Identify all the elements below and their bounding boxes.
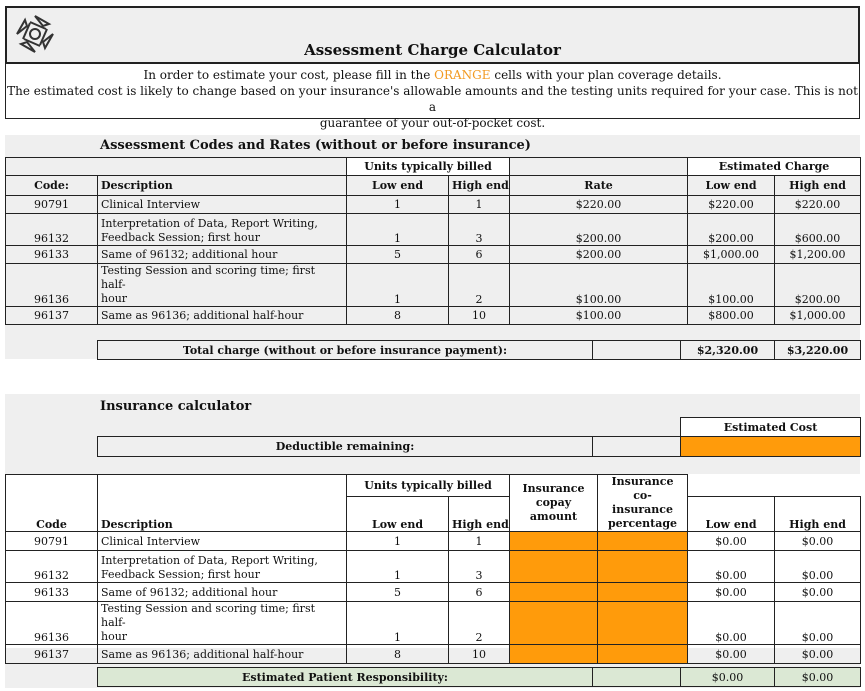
ins-row-high: 6 — [449, 583, 510, 602]
intro-line-3: guarantee of your out-of-pocket cost. — [319, 116, 546, 130]
copay-input[interactable] — [510, 602, 598, 645]
row-rate: $200.00 — [510, 246, 688, 264]
row-charge-high: $600.00 — [775, 214, 861, 246]
row-low: 8 — [347, 307, 449, 325]
row-rate: $100.00 — [510, 307, 688, 325]
row-charge-high: $200.00 — [775, 264, 861, 307]
row-code: 96133 — [6, 246, 98, 264]
row-charge-high: $1,200.00 — [775, 246, 861, 264]
rates-section-title: Assessment Codes and Rates (without or before insurance) — [100, 138, 531, 153]
hdr-high-end: High end — [449, 176, 510, 196]
row-description: Same of 96132; additional hour — [98, 246, 347, 264]
hdr-blank-code — [6, 158, 98, 176]
ins-hdr-copay-line: copay amount — [529, 496, 578, 523]
table-row — [6, 645, 861, 664]
table-row — [6, 307, 861, 325]
table-row — [6, 602, 861, 645]
row-rate: $200.00 — [510, 214, 688, 246]
ins-hdr-copay — [510, 475, 598, 532]
row-description — [98, 264, 347, 307]
ins-row-cost-low: $0.00 — [688, 583, 775, 602]
copay-input[interactable] — [510, 583, 598, 602]
orange-highlight-text: ORANGE — [434, 68, 491, 82]
ins-hdr-code: Code — [6, 497, 98, 532]
ins-row-cost-high: $0.00 — [775, 583, 861, 602]
table-row — [6, 264, 861, 307]
ins-row-high: 2 — [449, 602, 510, 645]
ins-hdr-blank-desc — [98, 475, 347, 497]
ins-row-cost-low: $0.00 — [688, 645, 775, 664]
table-row — [6, 532, 861, 551]
ins-hdr-coinsurance-line: Insurance co- — [611, 475, 674, 502]
row-charge-low: $800.00 — [688, 307, 775, 325]
ins-row-description-line: hour — [101, 630, 128, 643]
table-row — [6, 246, 861, 264]
ins-row-cost-low: $0.00 — [688, 602, 775, 645]
ins-row-high: 3 — [449, 551, 510, 583]
total-charge-blank — [593, 341, 681, 360]
coinsurance-input[interactable] — [598, 551, 688, 583]
ins-hdr-description: Description — [98, 497, 347, 532]
row-charge-high: $220.00 — [775, 196, 861, 214]
ins-row-code: 96133 — [6, 583, 98, 602]
ins-row-code: 96137 — [6, 645, 98, 664]
row-charge-low: $220.00 — [688, 196, 775, 214]
row-code: 96136 — [6, 264, 98, 307]
hdr-rate: Rate — [510, 176, 688, 196]
hdr-charge-high: High end — [775, 176, 861, 196]
ins-row-cost-high: $0.00 — [775, 645, 861, 664]
row-charge-low: $200.00 — [688, 214, 775, 246]
row-description: Same as 96136; additional half-hour — [98, 307, 347, 325]
patient-responsibility-high: $0.00 — [775, 668, 861, 687]
hdr-low-end: Low end — [347, 176, 449, 196]
total-charge-high: $3,220.00 — [775, 341, 861, 360]
copay-input[interactable] — [510, 645, 598, 664]
ins-hdr-high-end: High end — [449, 497, 510, 532]
ins-row-code: 96132 — [6, 551, 98, 583]
ins-row-cost-low: $0.00 — [688, 532, 775, 551]
ins-hdr-coinsurance — [598, 475, 688, 532]
row-high: 1 — [449, 196, 510, 214]
row-high: 2 — [449, 264, 510, 307]
ins-row-low: 1 — [347, 602, 449, 645]
deductible-input[interactable] — [681, 437, 861, 457]
row-high: 10 — [449, 307, 510, 325]
ins-row-high: 1 — [449, 532, 510, 551]
ins-row-description: Same of 96132; additional hour — [98, 583, 347, 602]
calculator-header — [5, 6, 860, 64]
coinsurance-input[interactable] — [598, 583, 688, 602]
ins-row-description — [98, 551, 347, 583]
row-charge-low: $100.00 — [688, 264, 775, 307]
row-description: Clinical Interview — [98, 196, 347, 214]
row-description-line: Testing Session and scoring time; first half- — [101, 264, 316, 291]
hdr-estimated-charge: Estimated Charge — [688, 158, 861, 176]
row-low: 5 — [347, 246, 449, 264]
hdr-estimated-cost: Estimated Cost — [681, 418, 861, 437]
ins-row-cost-high: $0.00 — [775, 551, 861, 583]
insurance-section-title: Insurance calculator — [100, 399, 252, 414]
intro-line-1-prefix: In order to estimate your cost, please fill in the — [143, 68, 431, 82]
ins-hdr-units-billed: Units typically billed — [347, 475, 510, 497]
ins-row-cost-low: $0.00 — [688, 551, 775, 583]
table-row — [6, 214, 861, 246]
deductible-table — [97, 417, 861, 457]
row-code: 96137 — [6, 307, 98, 325]
copay-input[interactable] — [510, 551, 598, 583]
table-row — [6, 551, 861, 583]
intro-line-1-suffix: cells with your plan coverage details. — [494, 68, 722, 82]
copay-input[interactable] — [510, 532, 598, 551]
ins-row-high: 10 — [449, 645, 510, 664]
intro-line-2: The estimated cost is likely to change based on your insurance's allowable amounts and the testing units required for your case. This is not a — [7, 84, 858, 114]
ins-row-code: 96136 — [6, 602, 98, 645]
ins-hdr-blank-code — [6, 475, 98, 497]
row-code: 90791 — [6, 196, 98, 214]
page-title: Assessment Charge Calculator — [304, 41, 561, 59]
ins-hdr-coinsurance-line: percentage — [607, 517, 678, 530]
patient-responsibility-low: $0.00 — [681, 668, 775, 687]
hdr-code: Code: — [6, 176, 98, 196]
ins-hdr-copay-line: Insurance — [522, 482, 585, 495]
ins-row-code: 90791 — [6, 532, 98, 551]
row-low: 1 — [347, 264, 449, 307]
hdr-units-billed: Units typically billed — [347, 158, 510, 176]
coinsurance-input[interactable] — [598, 602, 688, 645]
total-charge-label: Total charge (without or before insurance payment): — [98, 341, 593, 360]
row-charge-low: $1,000.00 — [688, 246, 775, 264]
ins-row-low: 1 — [347, 532, 449, 551]
row-rate: $220.00 — [510, 196, 688, 214]
deductible-label: Deductible remaining: — [98, 437, 593, 457]
ins-hdr-low-end: Low end — [347, 497, 449, 532]
hdr-blank-rate — [510, 158, 688, 176]
ins-row-cost-high: $0.00 — [775, 532, 861, 551]
hdr-blank-desc — [98, 158, 347, 176]
ins-row-description-line: Interpretation of Data, Report Writing, — [101, 554, 318, 567]
row-rate: $100.00 — [510, 264, 688, 307]
total-charge-low: $2,320.00 — [681, 341, 775, 360]
table-row — [6, 583, 861, 602]
row-charge-high: $1,000.00 — [775, 307, 861, 325]
row-description-line: hour — [101, 292, 128, 305]
row-description-line: Feedback Session; first hour — [101, 231, 260, 244]
intro-line-1 — [6, 67, 859, 83]
patient-responsibility-label: Estimated Patient Responsibility: — [98, 668, 593, 687]
table-row — [6, 196, 861, 214]
ins-row-low: 8 — [347, 645, 449, 664]
deductible-hdr-blank — [98, 418, 593, 437]
ins-hdr-blank-cost — [688, 475, 861, 497]
ins-row-low: 5 — [347, 583, 449, 602]
patient-responsibility-blank — [593, 668, 681, 687]
ins-row-description — [98, 602, 347, 645]
ins-row-low: 1 — [347, 551, 449, 583]
ins-hdr-coinsurance-line: insurance — [612, 503, 673, 516]
row-high: 3 — [449, 214, 510, 246]
patient-responsibility-table — [97, 667, 861, 687]
hdr-charge-low: Low end — [688, 176, 775, 196]
row-low: 1 — [347, 214, 449, 246]
ins-row-description: Clinical Interview — [98, 532, 347, 551]
coinsurance-input[interactable] — [598, 532, 688, 551]
deductible-hdr-blank-2 — [593, 418, 681, 437]
ins-row-description-line: Feedback Session; first hour — [101, 568, 260, 581]
ins-row-description-line: Testing Session and scoring time; first half- — [101, 602, 316, 629]
intro-text — [5, 64, 860, 130]
row-description-line: Interpretation of Data, Report Writing, — [101, 217, 318, 230]
ins-hdr-cost-high: High end — [775, 497, 861, 532]
rates-total-table — [97, 340, 861, 360]
row-low: 1 — [347, 196, 449, 214]
ins-row-cost-high: $0.00 — [775, 602, 861, 645]
ins-hdr-cost-low: Low end — [688, 497, 775, 532]
row-description — [98, 214, 347, 246]
deductible-blank — [593, 437, 681, 457]
row-high: 6 — [449, 246, 510, 264]
ins-row-description: Same as 96136; additional half-hour — [98, 645, 347, 664]
coinsurance-input[interactable] — [598, 645, 688, 664]
row-code: 96132 — [6, 214, 98, 246]
hdr-description: Description — [98, 176, 347, 196]
rates-table — [5, 157, 861, 325]
insurance-table — [5, 474, 861, 664]
